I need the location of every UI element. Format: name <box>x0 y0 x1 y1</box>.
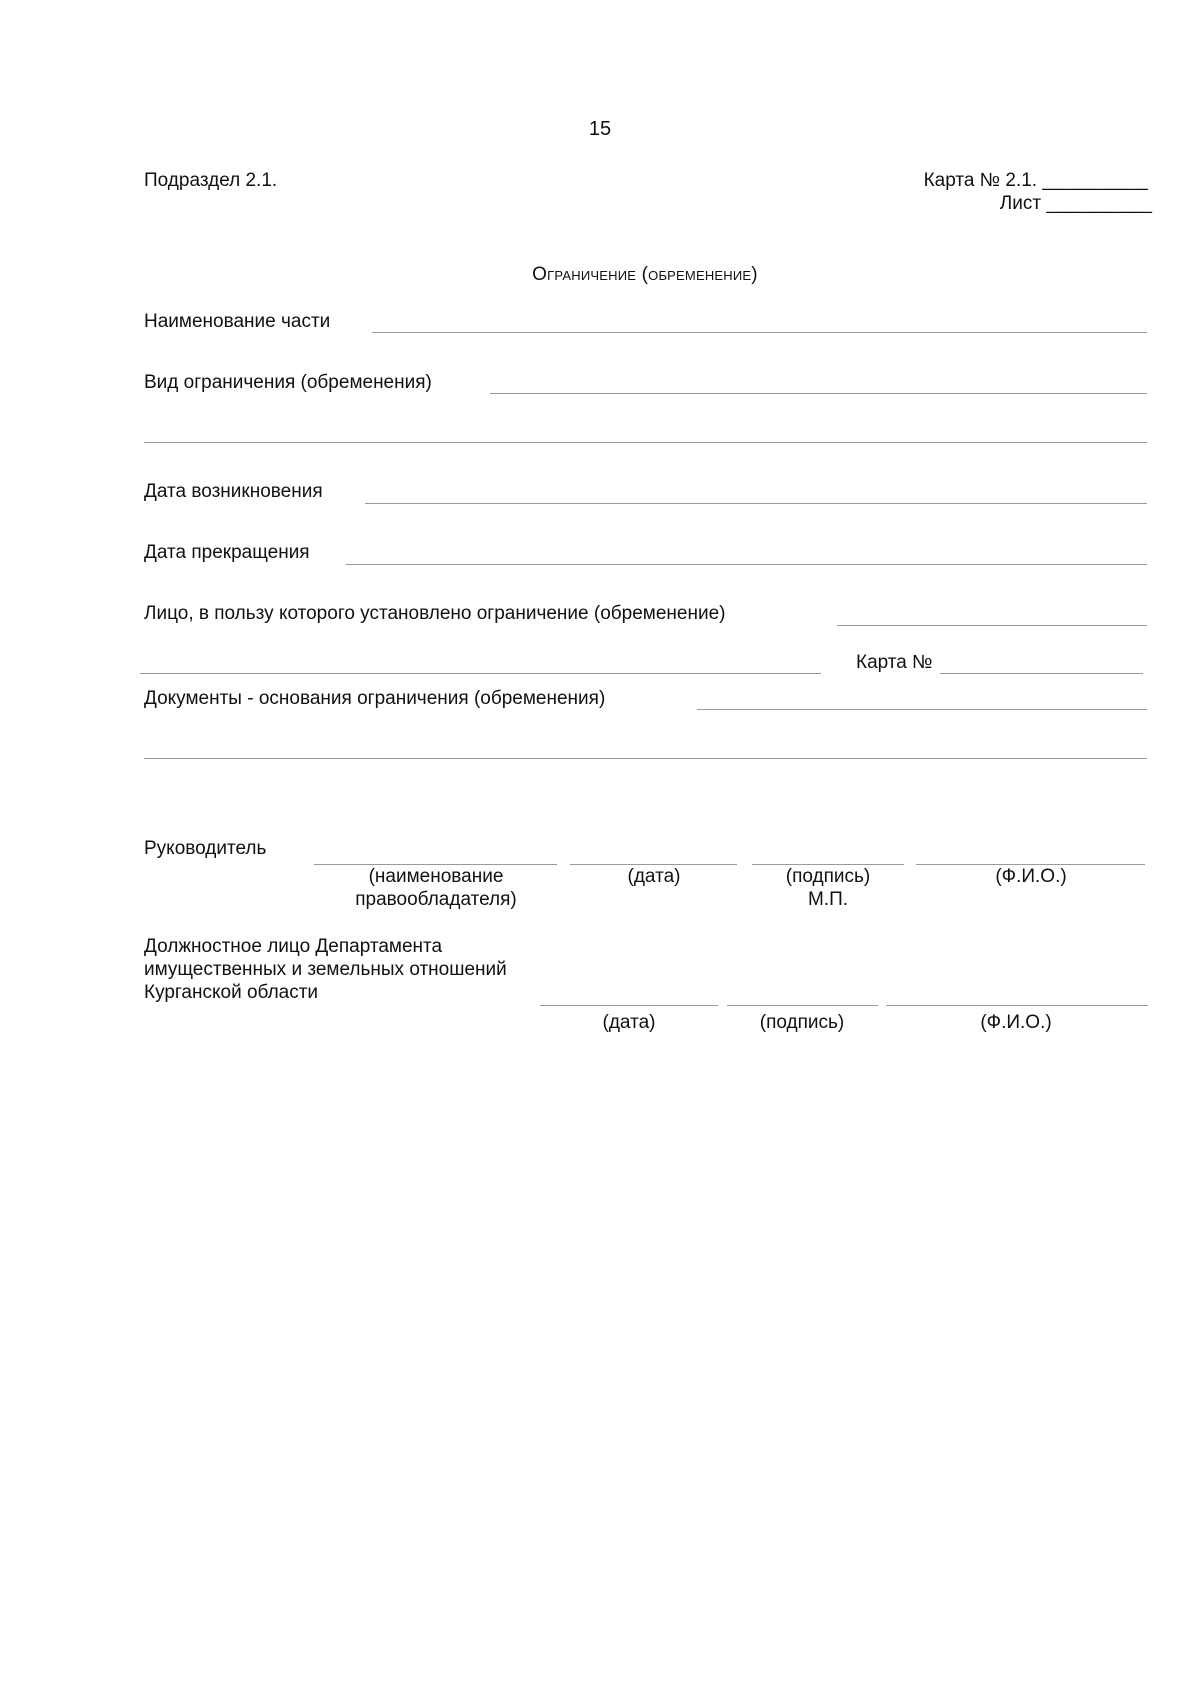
card-no-label: Карта № <box>856 652 933 673</box>
caption-head-date: (дата) <box>594 866 714 889</box>
caption-official-signature: (подпись) <box>759 1012 845 1033</box>
sheet-label: Лист __________ <box>999 193 1152 214</box>
caption-head-signature: (подпись) <box>776 866 880 889</box>
beneficiary-continuation-line[interactable] <box>140 673 821 674</box>
end-date-label: Дата прекращения <box>144 542 310 563</box>
head-role-label: Руководитель <box>144 838 267 859</box>
official-role-line-2: имущественных и земельных отношений <box>144 959 507 980</box>
basis-documents-input-line[interactable] <box>697 709 1147 710</box>
form-title: Ограничение (обременение) <box>532 264 758 285</box>
card-no-input-line[interactable] <box>940 673 1143 674</box>
restriction-type-input-line[interactable] <box>490 393 1147 394</box>
basis-documents-label: Документы - основания ограничения (обременения) <box>144 688 606 709</box>
head-fio-line[interactable] <box>916 864 1145 865</box>
caption-head-fio: (Ф.И.О.) <box>990 866 1072 889</box>
caption-official-fio: (Ф.И.О.) <box>980 1012 1052 1033</box>
official-role-line-3: Курганской области <box>144 982 319 1003</box>
holder-name-line[interactable] <box>314 864 557 865</box>
official-signature-line[interactable] <box>727 1005 878 1006</box>
beneficiary-label: Лицо, в пользу которого установлено ограничение (обременение) <box>144 603 726 624</box>
basis-documents-continuation-line[interactable] <box>144 758 1147 759</box>
start-date-input-line[interactable] <box>365 503 1147 504</box>
page-number: 15 <box>588 118 612 140</box>
part-name-label: Наименование части <box>144 311 331 332</box>
part-name-input-line[interactable] <box>372 332 1147 333</box>
restriction-type-label: Вид ограничения (обременения) <box>144 372 432 393</box>
official-fio-line[interactable] <box>886 1005 1148 1006</box>
subsection-label: Подраздел 2.1. <box>144 170 278 191</box>
caption-holder-name-2: правообладателя) <box>355 889 517 910</box>
start-date-label: Дата возникновения <box>144 481 323 502</box>
head-date-line[interactable] <box>570 864 737 865</box>
caption-holder-name-1: (наименование <box>336 866 536 889</box>
end-date-input-line[interactable] <box>346 564 1147 565</box>
restriction-type-continuation-line[interactable] <box>144 442 1147 443</box>
caption-seal: М.П. <box>807 889 849 910</box>
head-signature-line[interactable] <box>752 864 904 865</box>
caption-official-date: (дата) <box>602 1012 656 1033</box>
beneficiary-input-line[interactable] <box>837 625 1147 626</box>
card-number-label: Карта № 2.1. __________ <box>923 170 1148 191</box>
official-date-line[interactable] <box>540 1005 718 1006</box>
official-role-line-1: Должностное лицо Департамента <box>144 936 443 957</box>
